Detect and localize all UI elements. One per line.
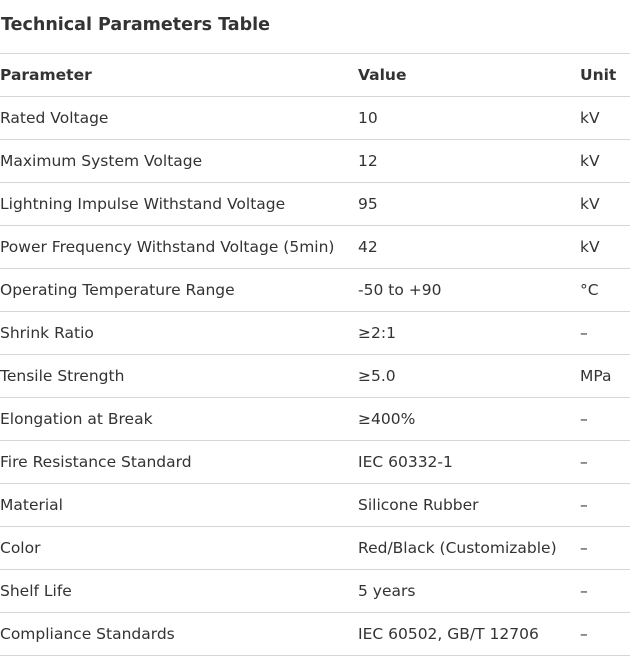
table-row — [0, 312, 630, 355]
cell-unit: – — [580, 570, 630, 613]
cell-parameter: Material — [0, 484, 358, 527]
cell-parameter: Maximum System Voltage — [0, 140, 358, 183]
cell-parameter: Shrink Ratio — [0, 312, 358, 355]
cell-unit: – — [580, 484, 630, 527]
cell-unit: kV — [580, 97, 630, 140]
header-value: Value — [358, 54, 580, 97]
table-row — [0, 570, 630, 613]
table-row — [0, 484, 630, 527]
cell-unit: – — [580, 441, 630, 484]
table-row — [0, 269, 630, 312]
table-row — [0, 97, 630, 140]
cell-value: Silicone Rubber — [358, 484, 580, 527]
table-row — [0, 441, 630, 484]
cell-unit: °C — [580, 269, 630, 312]
cell-value: 10 — [358, 97, 580, 140]
cell-value: ≥400% — [358, 398, 580, 441]
cell-value: 12 — [358, 140, 580, 183]
table-row — [0, 613, 630, 656]
cell-parameter: Compliance Standards — [0, 613, 358, 656]
table-row — [0, 140, 630, 183]
cell-parameter: Lightning Impulse Withstand Voltage — [0, 183, 358, 226]
table-header-row — [0, 54, 630, 97]
header-unit: Unit — [580, 54, 630, 97]
cell-parameter: Operating Temperature Range — [0, 269, 358, 312]
cell-parameter: Power Frequency Withstand Voltage (5min) — [0, 226, 358, 269]
cell-value: -50 to +90 — [358, 269, 580, 312]
table-row — [0, 355, 630, 398]
table-row — [0, 183, 630, 226]
cell-unit: kV — [580, 226, 630, 269]
parameters-table — [0, 53, 630, 656]
page-title: Technical Parameters Table — [1, 15, 271, 35]
cell-unit: kV — [580, 183, 630, 226]
cell-value: 95 — [358, 183, 580, 226]
cell-value: 42 — [358, 226, 580, 269]
cell-parameter: Elongation at Break — [0, 398, 358, 441]
table-row — [0, 527, 630, 570]
cell-unit: kV — [580, 140, 630, 183]
cell-unit: MPa — [580, 355, 630, 398]
cell-value: ≥5.0 — [358, 355, 580, 398]
cell-parameter: Color — [0, 527, 358, 570]
cell-unit: – — [580, 613, 630, 656]
cell-value: ≥2:1 — [358, 312, 580, 355]
cell-parameter: Fire Resistance Standard — [0, 441, 358, 484]
cell-unit: – — [580, 398, 630, 441]
cell-value: IEC 60332-1 — [358, 441, 580, 484]
cell-unit: – — [580, 527, 630, 570]
cell-value: 5 years — [358, 570, 580, 613]
cell-unit: – — [580, 312, 630, 355]
cell-parameter: Shelf Life — [0, 570, 358, 613]
cell-parameter: Rated Voltage — [0, 97, 358, 140]
table-row — [0, 398, 630, 441]
header-parameter: Parameter — [0, 54, 358, 97]
cell-value: IEC 60502, GB/T 12706 — [358, 613, 580, 656]
cell-parameter: Tensile Strength — [0, 355, 358, 398]
cell-value: Red/Black (Customizable) — [358, 527, 580, 570]
table-row — [0, 226, 630, 269]
